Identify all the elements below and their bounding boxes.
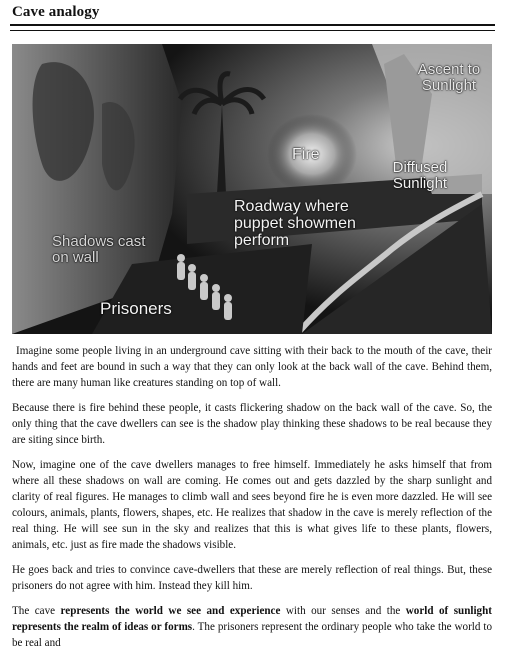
paragraph-5 — [12, 603, 492, 651]
paragraph-5-bold-1: represents the world we see and experience — [60, 605, 281, 617]
body-text — [12, 343, 492, 660]
paragraph-3: Now, imagine one of the cave dwellers manages to free himself. Immediately he asks himself that from where all these shadows on wall are coming. He comes out and gets dazzled by the sharp sunlight and clarity of real figures. He manages to climb wall and sees beyond fire he is even more dazzled. He will see colours, animals, plants, flowers, shapes, etc. He realizes that shadow in the cave is merely reflection of the real thing. He will see sun in the sky and realizes that this is what gives life to these plants, flowers, animals, etc. just as fire made the shadows visible. — [12, 459, 492, 551]
paragraph-4: He goes back and tries to convince cave-dwellers that these are merely reflection of real things. But, these prisoners do not agree with him. Instead they kill him. — [12, 564, 492, 592]
paragraph-1: Imagine some people living in an underground cave sitting with their back to the mouth of the cave, their hands and feet are bound in such a way that they can only look at the back wall of the cave. Behind them, there are many human like creatures standing on top of wall. — [12, 345, 492, 389]
section-title: Cave analogy — [12, 4, 100, 20]
cave-illustration — [12, 44, 492, 334]
label-fire: Fire — [292, 146, 320, 163]
paragraph-5-text-3: . The prisoners represent the ordinary people who take the world to be real and — [12, 621, 492, 649]
paragraph-5-bold-2: world of sunlight represents the realm of ideas or forms — [12, 605, 492, 633]
paragraph-5-text-1: The cave — [12, 605, 61, 617]
label-diffused-sunlight: Diffused Sunlight — [392, 159, 448, 192]
label-roadway: Roadway where puppet showmen perform — [234, 198, 356, 249]
label-prisoners: Prisoners — [100, 299, 172, 318]
title-rule-thin — [10, 30, 495, 31]
label-shadows-cast-on-wall: Shadows cast on wall — [52, 233, 146, 266]
title-rule-thick — [10, 24, 495, 26]
label-ascent-to-sunlight: Ascent to Sunlight — [417, 61, 481, 94]
paragraph-5-text-2: with our senses and the — [280, 605, 406, 617]
paragraph-2: Because there is fire behind these people, it casts flickering shadow on the back wall of the cave. So, the only thing that the cave dwellers can see is the shadow play thinking these shadows to be real because they are siting since birth. — [12, 402, 492, 446]
